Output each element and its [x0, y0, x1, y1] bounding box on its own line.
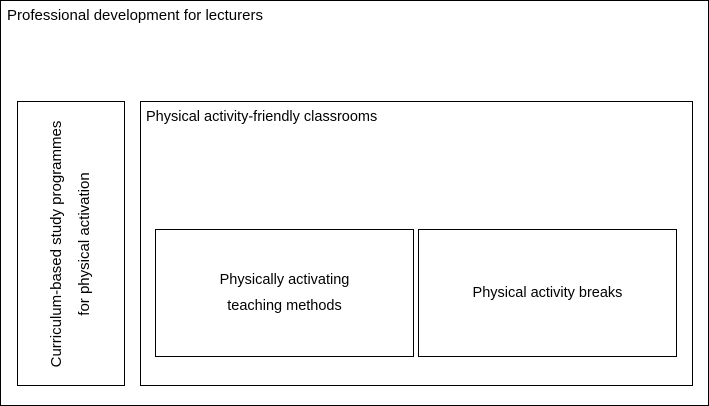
curriculum-programmes-box — [17, 101, 125, 386]
curriculum-programmes-label-line1: Curriculum-based study programmes — [48, 120, 65, 367]
activity-breaks-text: Physical activity breaks — [472, 285, 623, 301]
activating-teaching-methods-line1: Physically activating — [219, 272, 350, 288]
activating-teaching-methods-box — [155, 229, 414, 357]
activity-friendly-classrooms-title: Physical activity-friendly classrooms — [146, 109, 378, 125]
professional-development-title: Professional development for lecturers — [7, 7, 263, 24]
curriculum-programmes-label-line2: for physical activation — [76, 171, 93, 316]
curriculum-programmes-label — [43, 109, 99, 379]
activating-teaching-methods-line2: teaching methods — [227, 298, 342, 314]
activity-breaks-box — [418, 229, 677, 357]
activity-breaks-label — [419, 280, 676, 306]
activating-teaching-methods-label — [156, 267, 413, 319]
